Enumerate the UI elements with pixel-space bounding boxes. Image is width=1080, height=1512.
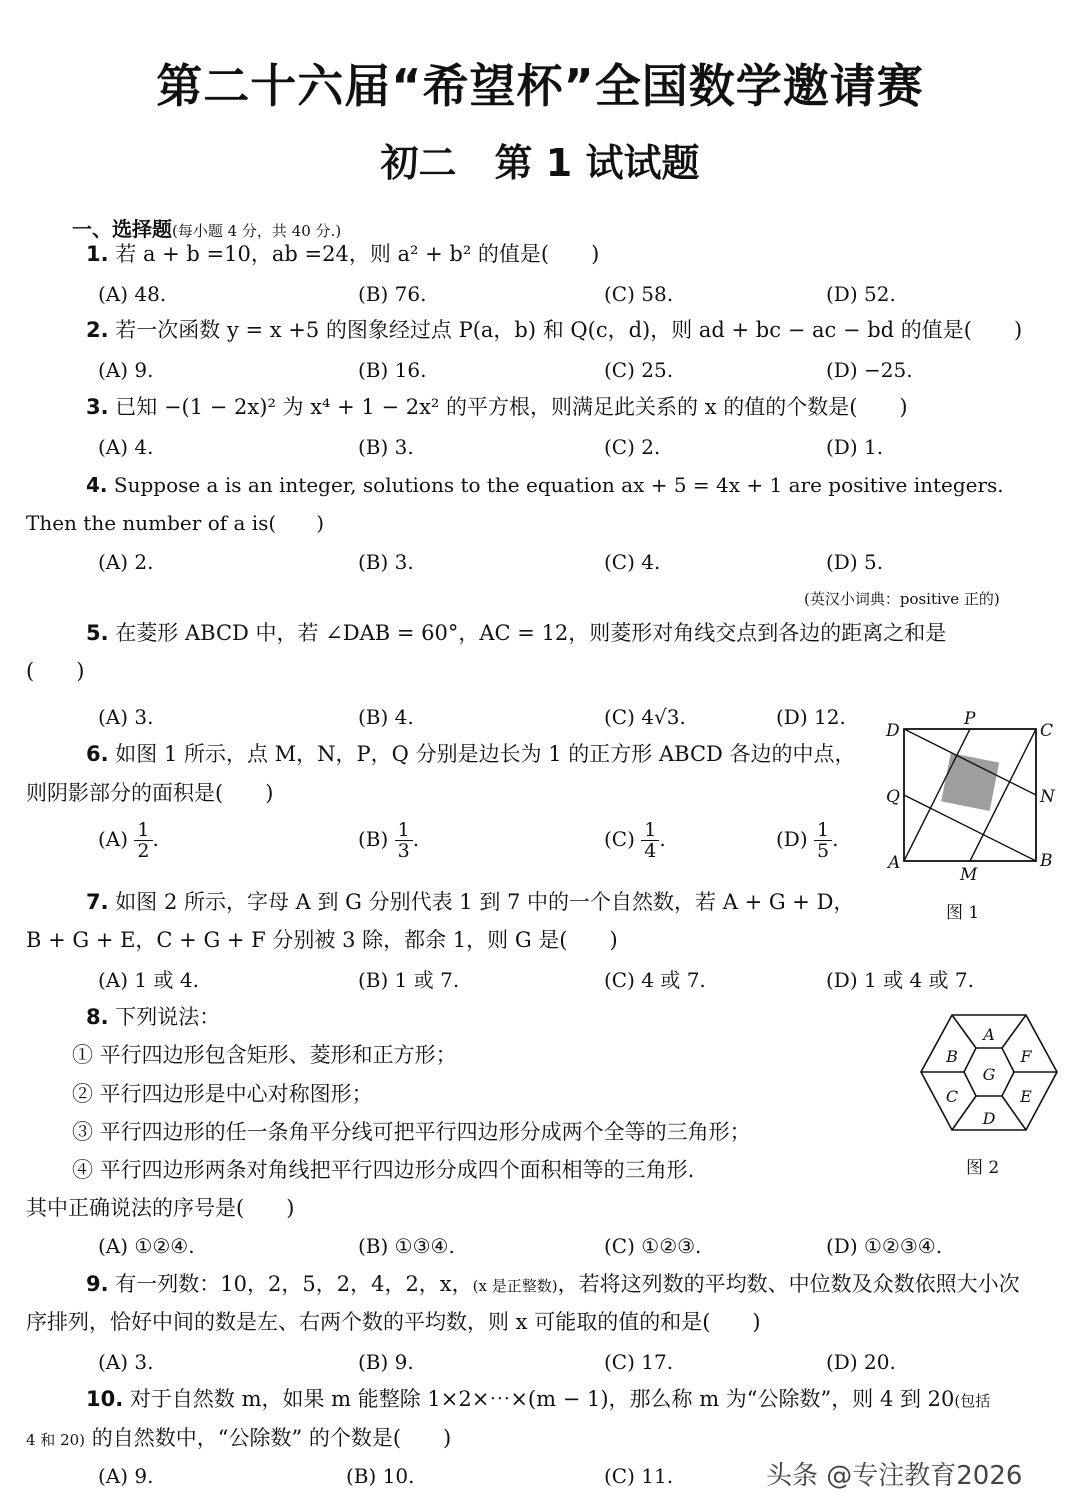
- glossary-note: (英汉小词典：positive 正的): [804, 590, 1000, 608]
- question-text: 对于自然数 m，如果 m 能整除 1×2×⋯×(m − 1)，那么称 m 为“公除数”，则 4 到 20: [129, 1387, 955, 1411]
- label-b: B: [1040, 851, 1053, 871]
- fraction: $\frac{1}{5}$: [814, 820, 832, 861]
- label-q: Q: [886, 787, 900, 807]
- question-text: 若一次函数 y = x +5 的图象经过点 P(a，b) 和 Q(c，d)，则 ad + bc − ac − bd 的值是( ): [115, 318, 1023, 342]
- label-g: G: [982, 1065, 996, 1084]
- section-note: (每小题 4 分，共 40 分.): [172, 222, 342, 240]
- label-c: C: [1040, 721, 1054, 741]
- section-label: 一、选择题: [72, 217, 172, 241]
- option-a: (A) 3.: [98, 1350, 154, 1374]
- label-c: C: [945, 1087, 959, 1106]
- figure-2: [914, 1010, 1064, 1142]
- label-d: D: [886, 721, 900, 741]
- question-text-cont: Then the number of a is( ): [26, 511, 325, 535]
- page-subtitle: 初二 第 1 试试题: [380, 141, 700, 185]
- question-number: 5.: [86, 621, 109, 645]
- question-number: 2.: [86, 318, 109, 342]
- fraction: $\frac{1}{4}$: [641, 820, 659, 861]
- question-note: 4 和 20): [26, 1431, 86, 1449]
- label-a: A: [888, 853, 901, 873]
- question-text: Suppose a is an integer, solutions to the equation ax + 5 = 4x + 1 are positive integers.: [113, 473, 1004, 497]
- question-7: [86, 888, 854, 916]
- option-d: (D) 12.: [776, 705, 846, 729]
- question-8: [86, 1003, 220, 1031]
- question-number: 6.: [86, 742, 109, 766]
- label-m: M: [960, 865, 978, 885]
- option-d: (D) 1.: [826, 435, 884, 459]
- option-a: (A) 9.: [98, 358, 154, 382]
- question-text-cont: 则阴影部分的面积是( ): [26, 781, 274, 805]
- question-text: 已知 −(1 − 2x)² 为 x⁴ + 1 − 2x² 的平方根，则满足此关系的 x 的值的个数是( ): [115, 395, 908, 419]
- option-a: (A) $\frac{1}{2}$ .: [98, 819, 159, 862]
- option-c: (C) 17.: [604, 1350, 674, 1374]
- question-text-cont: ( ): [26, 659, 85, 683]
- question-text-cont: [26, 1424, 451, 1454]
- option-d: (D) 1 或 4 或 7.: [826, 968, 974, 992]
- option-c: (C) 4√3.: [604, 705, 686, 729]
- question-3: [86, 393, 908, 421]
- option-b: (B) 3.: [358, 435, 414, 459]
- option-b: (B) 1 或 7.: [358, 968, 460, 992]
- question-text: 如图 2 所示，字母 A 到 G 分别代表 1 到 7 中的一个自然数，若 A + G + D，: [115, 890, 855, 914]
- question-note: (x 是正整数): [472, 1277, 558, 1295]
- option-c: (C) $\frac{1}{4}$ .: [604, 819, 666, 862]
- option-a: (A) 2.: [98, 550, 154, 574]
- option-a: (A) ①②④.: [98, 1234, 195, 1258]
- question-text: 如图 1 所示，点 M，N，P，Q 分别是边长为 1 的正方形 ABCD 各边的中点，: [115, 742, 856, 766]
- question-text: 下列说法：: [115, 1005, 221, 1029]
- question-note: (包括: [954, 1392, 991, 1410]
- figure-1-caption: 图 1: [946, 903, 980, 923]
- question-text: 有一列数：10，2，5，2，4，2，x，: [115, 1272, 473, 1296]
- question-number: 7.: [86, 890, 109, 914]
- question-5: [86, 619, 946, 647]
- label-n: N: [1040, 787, 1055, 807]
- statement-4: ④ 平行四边形两条对角线把平行四边形分成四个面积相等的三角形.: [72, 1158, 695, 1182]
- question-2: [86, 316, 1022, 344]
- option-b: (B) 4.: [358, 705, 414, 729]
- option-b: (B) ①③④.: [358, 1234, 455, 1258]
- option-a: (A) 9.: [98, 1464, 154, 1488]
- statement-3: ③ 平行四边形的任一条角平分线可把平行四边形分成两个全等的三角形；: [72, 1120, 751, 1144]
- figure-1: [880, 700, 1060, 900]
- question-4: [86, 471, 1004, 499]
- option-c: (C) 2.: [604, 435, 661, 459]
- option-d: (D) −25.: [826, 358, 913, 382]
- fraction: $\frac{1}{2}$: [134, 820, 152, 861]
- option-a: (A) 3.: [98, 705, 154, 729]
- question-number: 1.: [86, 242, 109, 266]
- question-10: [86, 1385, 990, 1415]
- option-a: (A) 1 或 4.: [98, 968, 199, 992]
- question-text: 的自然数中，“公除数” 的个数是( ): [85, 1426, 452, 1450]
- option-c: (C) 11.: [604, 1464, 674, 1488]
- option-c: (C) 4.: [604, 550, 661, 574]
- question-1: [86, 240, 599, 268]
- question-text-cont: 其中正确说法的序号是( ): [26, 1196, 295, 1220]
- option-b: (B) 10.: [346, 1464, 415, 1488]
- question-text: 若 a + b =10，ab =24，则 a² + b² 的值是( ): [115, 242, 600, 266]
- option-d: (D) 20.: [826, 1350, 896, 1374]
- label-p: P: [964, 709, 976, 729]
- option-c: (C) 58.: [604, 282, 674, 306]
- question-number: 8.: [86, 1005, 109, 1029]
- label-b: B: [946, 1047, 958, 1066]
- question-9: [86, 1270, 1020, 1300]
- option-b: (B) 9.: [358, 1350, 414, 1374]
- option-b: (B) 3.: [358, 550, 414, 574]
- option-d: (D) $\frac{1}{5}$ .: [776, 819, 839, 862]
- figure-2-caption: 图 2: [966, 1158, 1000, 1178]
- page-title: 第二十六届“希望杯”全国数学邀请赛: [156, 59, 924, 113]
- option-c: (C) 4 或 7.: [604, 968, 706, 992]
- option-b: (B) 76.: [358, 282, 427, 306]
- fraction: $\frac{1}{3}$: [395, 820, 413, 861]
- question-number: 3.: [86, 395, 109, 419]
- label-d: D: [982, 1109, 996, 1128]
- watermark: 头条 @专注教育2026: [766, 1461, 1023, 1491]
- question-number: 10.: [86, 1387, 124, 1411]
- question-6: [86, 740, 856, 768]
- option-a: (A) 48.: [98, 282, 167, 306]
- option-a: (A) 4.: [98, 435, 154, 459]
- option-d: (D) 5.: [826, 550, 884, 574]
- question-text-cont: B + G + E，C + G + F 分别被 3 除，都余 1，则 G 是( ): [26, 928, 618, 952]
- label-f: F: [1020, 1047, 1032, 1066]
- question-number: 9.: [86, 1272, 109, 1296]
- section-heading: [72, 213, 341, 242]
- question-text: 在菱形 ABCD 中，若 ∠DAB = 60°，AC = 12，则菱形对角线交点到各边的距离之和是: [115, 621, 947, 645]
- question-text-rest: ，若将这列数的平均数、中位数及众数依照大小次: [557, 1272, 1020, 1296]
- question-number: 4.: [86, 473, 108, 497]
- option-c: (C) 25.: [604, 358, 674, 382]
- option-b: (B) 16.: [358, 358, 427, 382]
- label-a: A: [983, 1025, 995, 1044]
- statement-2: ② 平行四边形是中心对称图形；: [72, 1082, 373, 1106]
- option-d: (D) 52.: [826, 282, 896, 306]
- option-b: (B) $\frac{1}{3}$ .: [358, 819, 420, 862]
- option-d: (D) ①②③④.: [826, 1234, 943, 1258]
- question-text-cont: 序排列，恰好中间的数是左、右两个数的平均数，则 x 可能取的值的和是( ): [26, 1310, 761, 1334]
- label-e: E: [1020, 1087, 1032, 1106]
- statement-1: ① 平行四边形包含矩形、菱形和正方形；: [72, 1043, 457, 1067]
- option-c: (C) ①②③.: [604, 1234, 702, 1258]
